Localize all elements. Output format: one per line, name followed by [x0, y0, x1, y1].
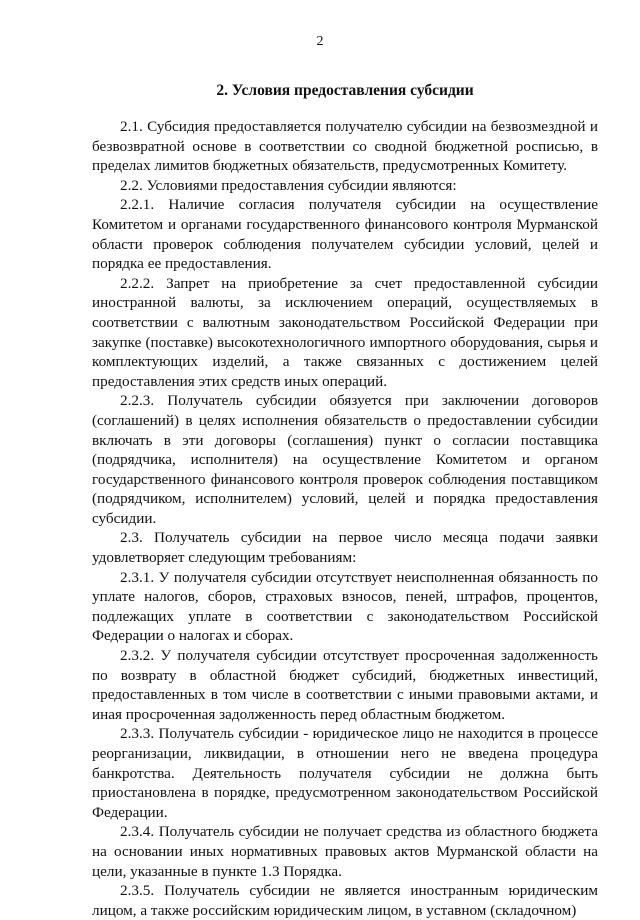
paragraph-2-3-1: 2.3.1. У получателя субсидии отсутствует неисполненная обязанность по уплате налогов, сборов, страховых взносов, пеней, штрафов, процентов, подлежащих уплате в соответствии с законодательством Российской Федерации о налогах и сборах.: [92, 568, 598, 645]
paragraph-2-2: 2.2. Условиями предоставления субсидии являются:: [120, 176, 457, 194]
paragraph-2-2-3: 2.2.3. Получатель субсидии обязуется при заключении договоров (соглашений) в целях исполнения обязательств о предоставлении субсидии включать в эти договоры (соглашения) пункт о согласии поставщика (подрядчика, исполнителя) на осуществление Комитетом и органом государственного финансового контроля проверок соблюдения поставщиком (подрядчиком, исполнителем) условий, целей и порядка предоставления субсидии.: [92, 392, 598, 527]
document-body: [92, 117, 598, 920]
paragraph-2-3-5: 2.3.5. Получатель субсидии не является иностранным юридическим лицом, а также российским юридическим лицом, в уставном (складочном): [92, 882, 598, 919]
paragraph-2-2-1: 2.2.1. Наличие согласия получателя субсидии на осуществление Комитетом и органами государственного финансового контроля Мурманской области проверок соблюдения получателем субсидии условий, целей и порядка ее предоставления.: [92, 196, 598, 273]
paragraph-2-3: 2.3. Получатель субсидии на первое число месяца подачи заявки удовлетворяет следующим требованиям:: [92, 529, 598, 567]
paragraph-2-1: 2.1. Субсидия предоставляется получателю субсидии на безвозмездной и безвозвратной основе в соответствии со сводной бюджетной росписью, в пределах лимитов бюджетных обязательств, предусмотренных Комитету.: [92, 118, 598, 175]
paragraph-2-3-2: 2.3.2. У получателя субсидии отсутствует просроченная задолженность по возврату в областной бюджет субсидий, бюджетных инвестиций, предоставленных в том числе в соответствии с иными правовыми актами, и иная просроченная задолженность перед областным бюджетом.: [92, 647, 598, 723]
paragraph-2-3-3: 2.3.3. Получатель субсидии - юридическое лицо не находится в процессе реорганизации, ликвидации, в отношении него не введена процедура банкротства. Деятельность получателя субсидии не должна быть приостановлена в порядке, предусмотренном законодательством Российской Федерации.: [92, 725, 598, 821]
paragraph-2-3-4: 2.3.4. Получатель субсидии не получает средства из областного бюджета на основании иных нормативных правовых актов Мурманской области на цели, указанные в пункте 1.3 Порядка.: [92, 823, 598, 880]
section-heading: 2. Условия предоставления субсидии: [216, 82, 474, 99]
paragraph-2-2-2: 2.2.2. Запрет на приобретение за счет предоставленной субсидии иностранной валюты, за исключением операций, осуществляемых в соответствии с валютным законодательством Российской Федерации при закупке (поставке) высокотехнологичного импортного оборудования, сырья и комплектующих изделий, а также связанных с достижением целей предоставления этих средств иных операций.: [92, 274, 598, 390]
page-number: 2: [316, 34, 324, 49]
